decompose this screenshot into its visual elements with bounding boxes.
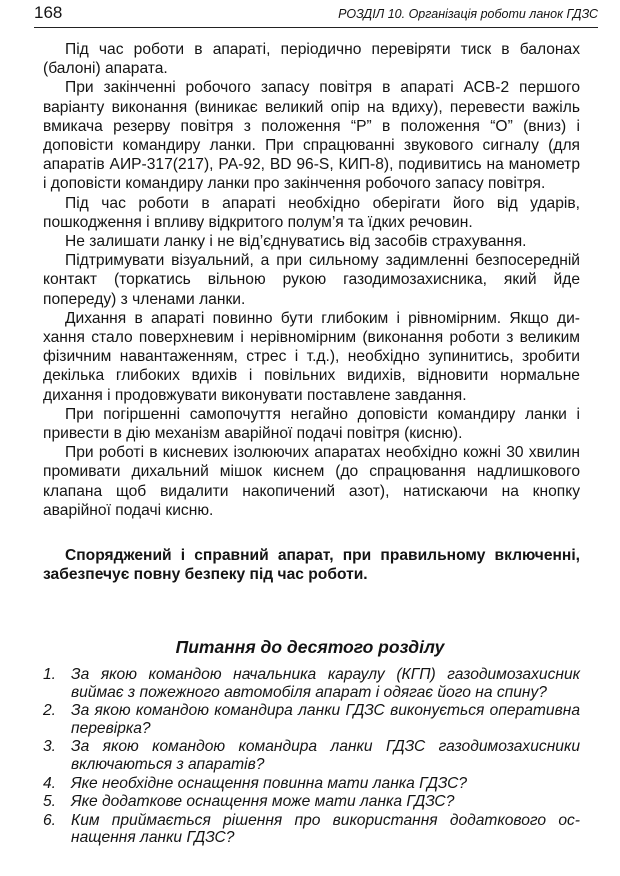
question-item [43, 793, 580, 811]
paragraph: Під час роботи в апараті, періодично перевіряти тиск в балонах (балоні) апарата. [43, 41, 580, 78]
running-head: РОЗДІЛ 10. Організація роботи ланок ГДЗС [338, 7, 598, 21]
question-text: Ким приймається рішення про використання додаткового оснащення ланки ГДЗС? [71, 811, 580, 847]
question-item [43, 666, 580, 701]
body-text [43, 40, 580, 520]
header-rule [34, 27, 598, 28]
question-text: Яке додаткове оснащення може мати ланка ГДЗС? [71, 793, 455, 811]
question-number: 1. [43, 666, 57, 683]
question-number: 3. [43, 738, 57, 756]
question-item [43, 812, 580, 847]
section-title: Питання до десятого розділу [175, 637, 445, 657]
paragraph: Не залишати ланку і не від’єднуватись від засобів страхування. [65, 233, 527, 251]
question-item [43, 738, 580, 773]
conclusion-statement: Споряджений і справний апарат, при правильному включенні, забезпечує повну безпеку під час роботи. [43, 547, 580, 584]
paragraph: При закінченні робочого запасу повітря в апараті АСВ-2 першого варіанту виконання (виникає великий опір на вдиху), перевести важіль вмикача резерву повітря з положення “Р” в положення “О” (вниз) і доповісти командиру ланки. При спрацюванні звукового сигналу (для апаратів АИР-317(217), РА-92, BD 96-S, КИП-8), подивитись на манометр і доповісти командиру ланки про закінчення робочого запасу повітря. [43, 79, 580, 193]
question-number: 2. [43, 702, 57, 720]
paragraph: Дихання в апараті повинно бути глибоким і рівномірним. Якщо дихання стало поверхневим і нерівномірним (виконання роботи з великим фізичним навантаженням, стрес і т.д.), необхідно зупинитись, зробити декілька глибоких вдихів і повільних видихів, відновити нормальне дихання і продовжувати виконувати поставлене завдання. [43, 309, 580, 404]
question-text: Яке необхідне оснащення повинна мати ланка ГДЗС? [71, 774, 468, 792]
question-text: За якою командою командира ланки ГДЗС виконується оперативна перевірка? [71, 702, 580, 737]
paragraph: При роботі в кисневих ізолюючих апаратах необхідно кожні 30 хвилин промивати дихальний мішок киснем (до спрацювання надлишкового клапана щоб видалити накопичений азот), натискаючи на кнопку аварійної подачі кисню. [43, 444, 580, 519]
question-item [43, 702, 580, 737]
questions-list [43, 666, 580, 848]
paragraph: Підтримувати візуальний, а при сильному задимленні безпосередній контакт (торкатись вільною рукою газодимозахисника, який йде попереду) з членами ланки. [43, 252, 580, 308]
page-header [34, 0, 598, 28]
question-text: За якою командою начальника караулу (КГП) газодимозахисник виймає з пожежного автомобіля апарат і одягає його на спину? [71, 666, 580, 701]
question-number: 6. [43, 811, 57, 829]
question-number: 4. [43, 774, 57, 792]
question-text: За якою командою командира ланки ГДЗС газодимозахисники включаються з апаратів? [71, 738, 580, 773]
paragraph: Під час роботи в апараті необхідно оберігати його від ударів, пошкодження і впливу відкритого полум’я та їдких речовин. [43, 194, 580, 231]
paragraph: При погіршенні самопочуття негайно доповісти командиру ланки і привести в дію механізм аварійної подачі повітря (кисню). [43, 405, 580, 443]
question-number: 5. [43, 793, 57, 811]
question-item [43, 775, 580, 793]
page-number: 168 [34, 3, 63, 22]
